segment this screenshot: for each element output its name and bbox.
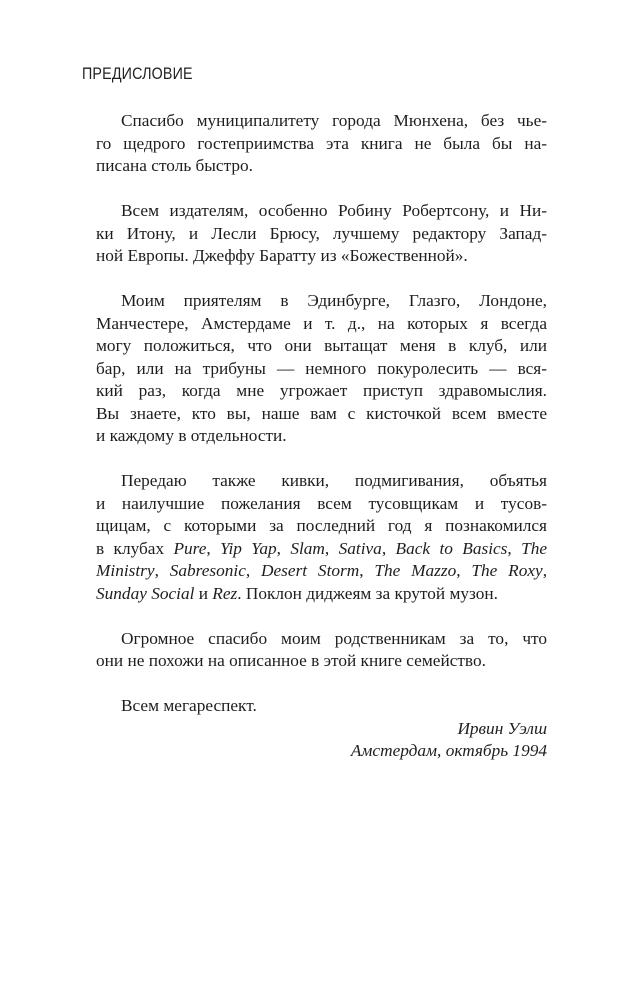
- text-line: [96, 425, 547, 448]
- text-segment: Всем издателям, особенно Робину Робертсону, и Ни-: [121, 201, 547, 220]
- text-line: [96, 560, 547, 583]
- club-name: Sabresonic: [169, 561, 246, 580]
- club-name: The Mazzo: [374, 561, 457, 580]
- text-segment: они не похожи на описанное в этой книге семейство.: [96, 651, 486, 670]
- text-line: [96, 650, 547, 673]
- text-segment: ной Европы. Джеффу Баратту из «Божественной».: [96, 246, 468, 265]
- text-line: [96, 223, 547, 246]
- text-line: [96, 335, 547, 358]
- paragraph: [96, 470, 547, 605]
- text-segment: Манчестере, Амстердаме и т. д., на которых я всегда: [96, 313, 547, 333]
- text-segment: и наилучшие пожелания всем тусовщикам и тусов-: [96, 493, 547, 513]
- text-segment: Передаю также кивки, подмигивания, объятья: [121, 471, 547, 490]
- text-segment: ,: [206, 538, 221, 558]
- club-name: The Roxy: [471, 561, 543, 580]
- text-line: [96, 245, 547, 268]
- paragraph: [96, 110, 547, 178]
- club-name: Sativa: [338, 538, 382, 558]
- preface-body: [96, 110, 547, 763]
- text-line: [96, 133, 547, 156]
- text-segment: бар, или на трибуны — немного покуролесить — вся-: [96, 358, 547, 378]
- text-line: [96, 583, 547, 606]
- text-line: [96, 470, 547, 493]
- text-line: [96, 358, 547, 381]
- text-segment: ,: [456, 561, 472, 580]
- text-line: [96, 290, 547, 313]
- text-segment: кий раз, когда мне угрожает приступ здравомыслия.: [96, 381, 547, 400]
- text-segment: и каждому в отдельности.: [96, 426, 287, 445]
- text-segment: в клубах: [96, 538, 174, 558]
- text-segment: Огромное спасибо моим родственникам за то, что: [121, 628, 547, 648]
- club-name: Back to Basics: [395, 538, 508, 558]
- text-line: [96, 538, 547, 561]
- text-segment: ,: [324, 538, 339, 558]
- paragraphs: [96, 110, 547, 673]
- text-segment: ,: [359, 561, 375, 580]
- text-segment: го щедрого гостеприимства эта книга не была бы на-: [96, 133, 547, 153]
- text-segment: щицам, с которыми за последний год я познакомился: [96, 516, 547, 535]
- club-name: Yip Yap: [220, 538, 277, 558]
- text-segment: и: [194, 583, 213, 603]
- club-name: Pure: [173, 538, 207, 558]
- text-line: [96, 515, 547, 538]
- club-name: Ministry: [96, 561, 155, 580]
- text-line: [96, 313, 547, 336]
- text-segment: ки Итону, и Лесли Брюсу, лучшему редактору Запад-: [96, 223, 547, 243]
- club-name: Slam: [290, 538, 325, 558]
- signature-place-date: Амстердам, октябрь 1994: [350, 741, 547, 760]
- text-segment: ,: [154, 561, 170, 580]
- text-line: [96, 380, 547, 403]
- text-line: [96, 403, 547, 426]
- club-name: The: [521, 538, 548, 558]
- paragraph: [96, 200, 547, 268]
- signature-author: Ирвин Уэлш: [457, 718, 547, 738]
- club-name: Rez: [212, 583, 238, 603]
- closing-text: Всем мегареспект.: [121, 696, 257, 715]
- text-segment: могу положиться, что они вытащат меня в клуб, или: [96, 336, 547, 355]
- closing-line: [96, 695, 547, 718]
- page-heading: ПРЕДИСЛОВИЕ: [82, 64, 193, 83]
- text-line: [96, 493, 547, 516]
- text-line: [96, 200, 547, 223]
- club-name: Desert Storm: [261, 561, 360, 580]
- text-line: [96, 155, 547, 178]
- text-segment: Вы знаете, кто вы, наше вам с кисточкой всем вместе: [96, 403, 547, 423]
- text-segment: ,: [542, 561, 548, 580]
- text-segment: Моим приятелям в Эдинбурге, Глазго, Лондоне,: [121, 291, 547, 310]
- text-segment: ,: [276, 538, 291, 558]
- text-segment: ,: [507, 538, 522, 558]
- text-line: [96, 110, 547, 133]
- text-segment: Спасибо муниципалитету города Мюнхена, без чье-: [121, 111, 547, 130]
- text-segment: писана столь быстро.: [96, 156, 253, 175]
- text-line: [96, 628, 547, 651]
- paragraph: [96, 628, 547, 673]
- paragraph: [96, 290, 547, 448]
- text-segment: ,: [245, 561, 262, 580]
- text-segment: . Поклон диджеям за крутой музон.: [237, 583, 498, 603]
- text-segment: ,: [381, 538, 396, 558]
- club-name: Sunday Social: [96, 583, 195, 603]
